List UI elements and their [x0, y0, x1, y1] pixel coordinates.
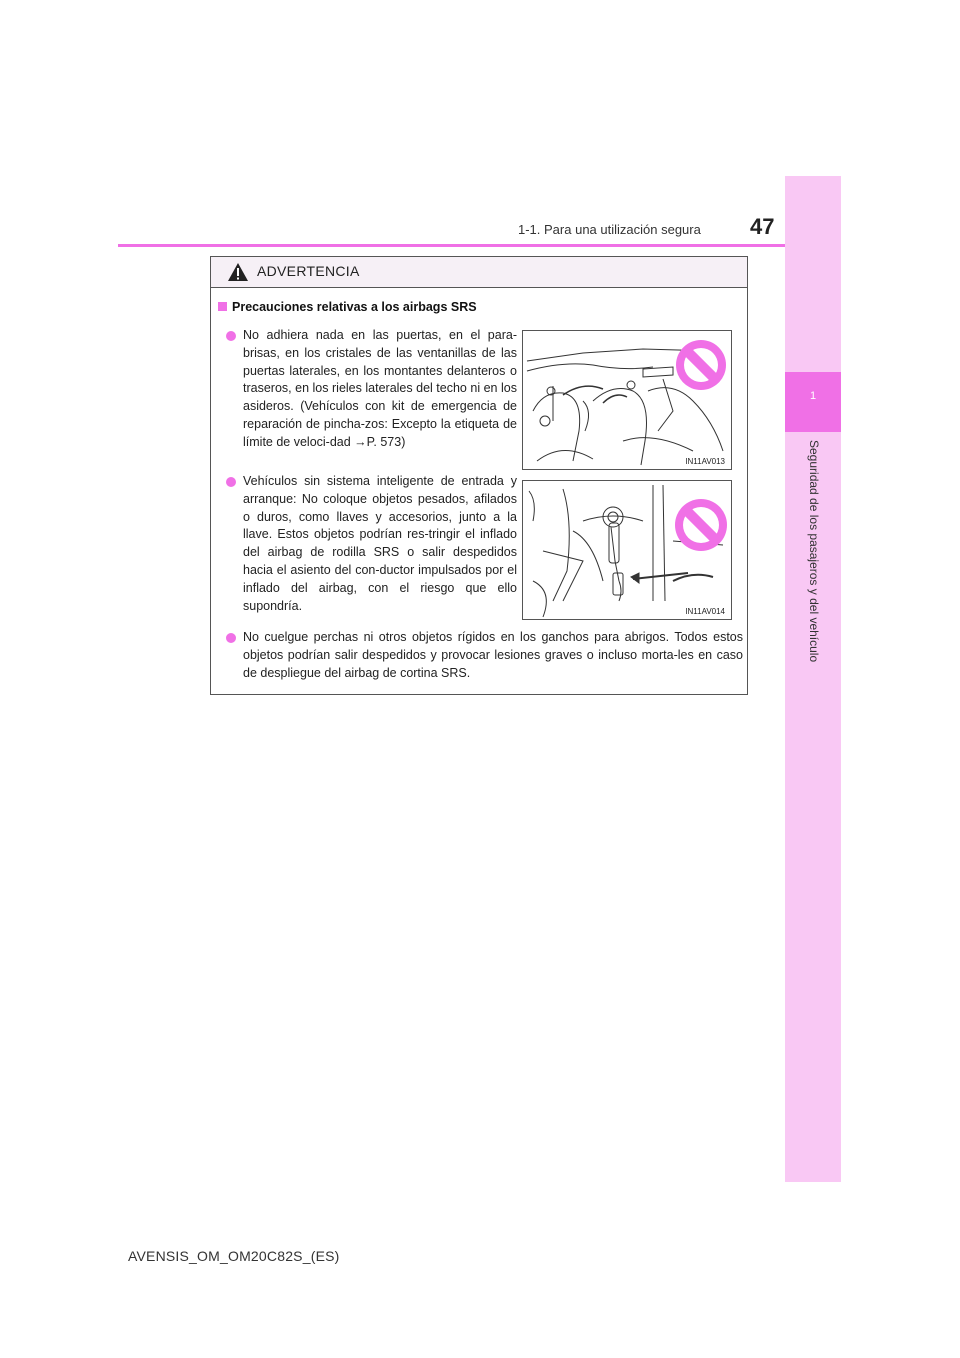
header-divider: [118, 244, 785, 247]
prohibition-icon: [675, 499, 727, 551]
section-title: 1-1. Para una utilización segura: [518, 222, 701, 237]
bullet-dot-icon: [226, 477, 236, 487]
section-heading: [218, 300, 477, 314]
chapter-side-strip: [785, 176, 841, 1182]
figure-interior-illustration: [522, 330, 732, 470]
chapter-tab: [785, 372, 841, 432]
prohibition-icon: [676, 340, 726, 390]
page-number: 47: [750, 214, 775, 239]
figure-code: IN11AV014: [685, 607, 725, 616]
square-bullet-icon: [218, 302, 227, 311]
warning-triangle-icon: [227, 262, 249, 282]
warning-header: [211, 257, 747, 288]
chapter-number: 1: [809, 390, 817, 402]
figure-code: IN11AV013: [685, 457, 725, 466]
key-line-drawing: [523, 481, 731, 619]
warning-box: [210, 256, 748, 695]
chapter-title: Seguridad de los pasajeros y del vehículo: [807, 440, 821, 663]
bullet-dot-icon: [226, 331, 236, 341]
warning-title: ADVERTENCIA: [257, 263, 360, 279]
bullet-text-2: Vehículos sin sistema inteligente de entrada y arranque: No coloque objetos pesados, afilados o duros, como llaves y accesorios, junto a la llave. Estos objetos podrían res-tringir el inflado del airbag de rodilla SRS o salir despedidos hacia el asiento del con-ductor impulsados por el inflado del airbag, con el riesgo que ello supondría.: [243, 474, 517, 613]
interior-line-drawing: [523, 331, 731, 469]
section-heading-text: Precauciones relativas a los airbags SRS: [232, 300, 477, 314]
bullet-text-1: No adhiera nada en las puertas, en el para-brisas, en los cristales de las ventanillas de las puertas laterales, en los montantes delanteros o traseros, en los rieles laterales del techo ni en los asideros. (Vehículos con kit de emergencia de reparación de pincha-zos: Excepto la etiqueta de límite de veloci-dad →P. 573): [243, 328, 517, 449]
document-code: AVENSIS_OM_OM20C82S_(ES): [128, 1248, 340, 1264]
bullet-dot-icon: [226, 633, 236, 643]
figure-key-illustration: [522, 480, 732, 620]
bullet-text-3: No cuelgue perchas ni otros objetos rígidos en los ganchos para abrigos. Todos estos objetos podrían salir despedidos y provocar lesiones graves o incluso morta-les en caso de despliegue del airbag de cortina SRS.: [243, 630, 743, 680]
